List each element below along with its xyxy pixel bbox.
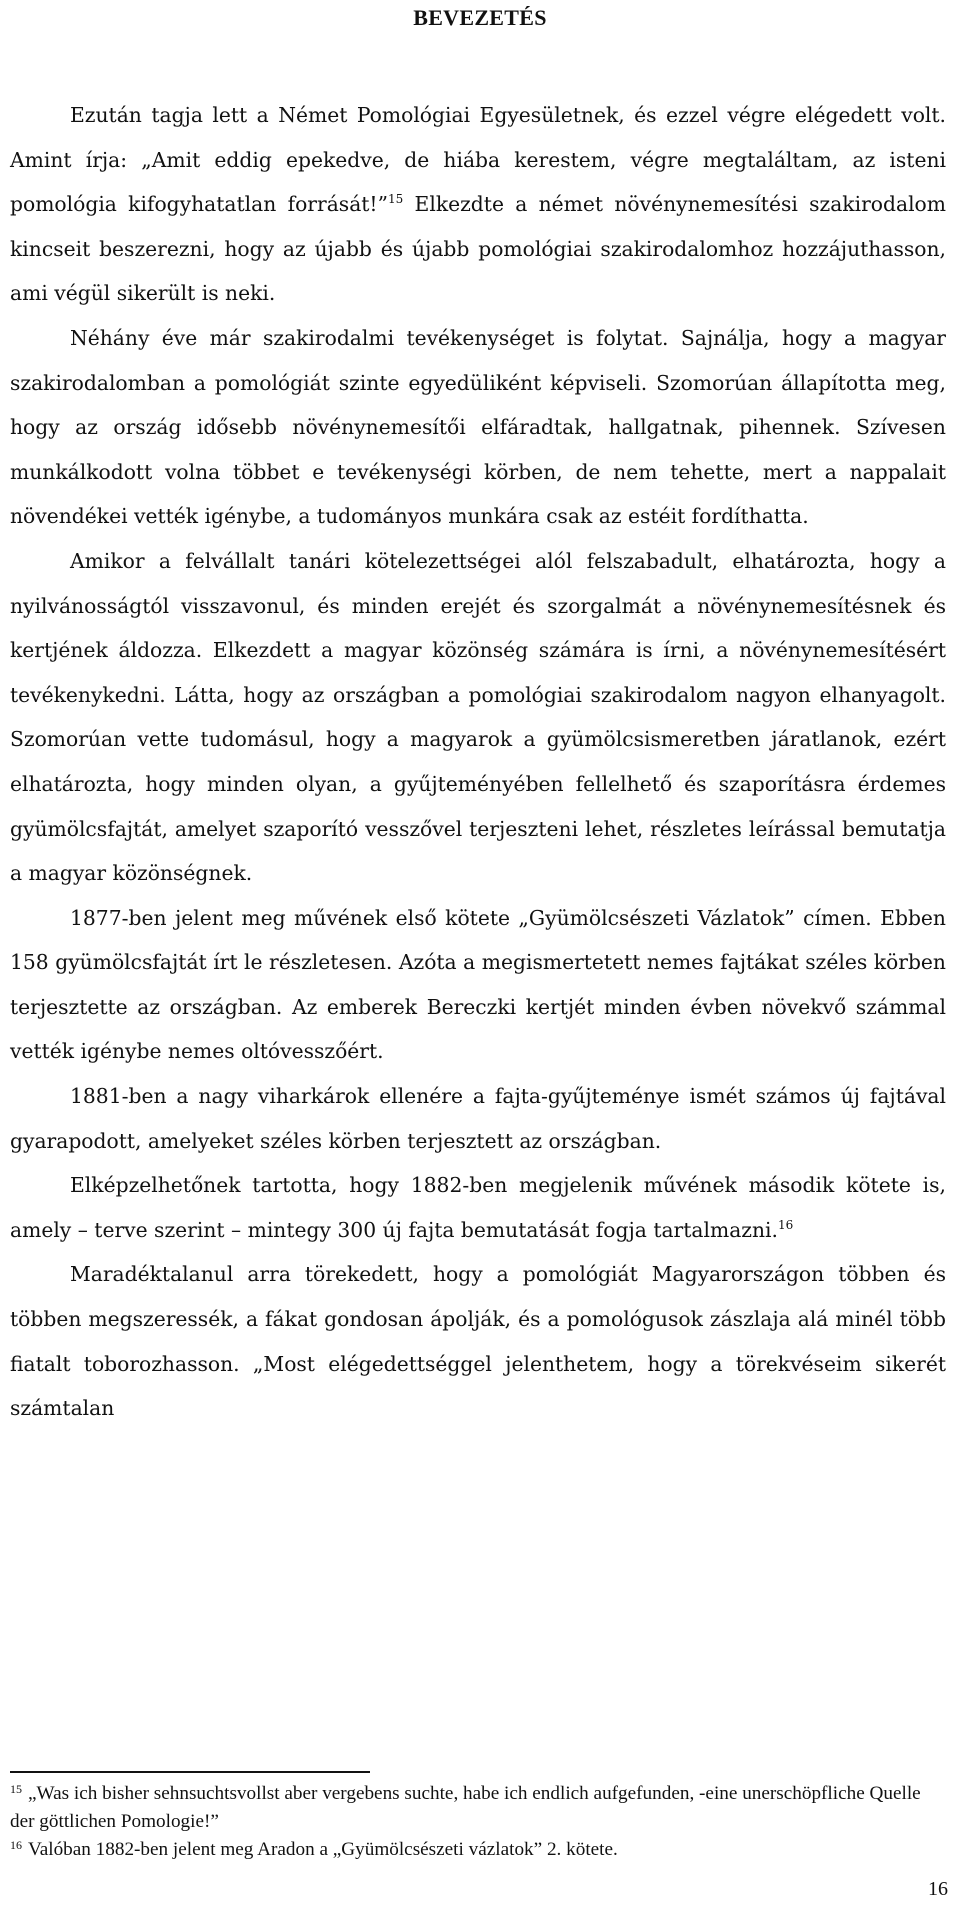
- footnote-15-text: „Was ich bisher sehnsuchtsvollst aber vergebens suchte, habe ich endlich aufgefunden, -eine unerschöpfliche Quelle der göttlichen Pomologie!”: [10, 1783, 921, 1832]
- paragraph-3: Amikor a felvállalt tanári kötelezettségei alól felszabadult, elhatározta, hogy a nyilvánosságtól visszavonul, és minden erejét és szorgalmát a növénynemesítésnek és kertjének áldozza. Elkezdett a magyar közönség számára is írni, a növénynemesítésért tevékenykedni. Látta, hogy az országban a pomológiai szakirodalom nagyon elhanyagolt. Szomorúan vette tudomásul, hogy a magyarok a gyümölcsismeretben járatlanok, ezért elhatározta, hogy minden olyan, a gyűjteményében fellelhető és szaporításra érdemes gyümölcsfajtát, amelyet szaporító vesszővel terjeszteni lehet, részletes leírással bemutatja a magyar közönségnek.: [10, 548, 946, 886]
- paragraph-2: Néhány éve már szakirodalmi tevékenységet is folytat. Sajnálja, hogy a magyar szakirodalomban a pomológiát szinte egyedüliként képviseli. Szomorúan állapította meg, hogy az ország idősebb növénynemesítői elfáradtak, hallgatnak, pihennek. Szívesen munkálkodott volna többet e tevékenységi körben, de nem tehette, mert a nappalait növendékei vették igénybe, a tudományos munkára csak az estéit fordíthatta.: [10, 325, 946, 529]
- paragraph-1-text-before: Ezután tagja lett a Német Pomológiai Egyesületnek, és ezzel végre elégedett volt. Amint írja: „Amit eddig epekedve, de hiába kerestem, végre megtaláltam, az isteni pomológia kifogyhatatlan forrását!”: [10, 103, 946, 217]
- paragraph-5: 1881-ben a nagy viharkárok ellenére a fajta-gyűjteménye ismét számos új fajtával gyarapodott, amelyeket széles körben terjesztett az országban.: [10, 1084, 946, 1153]
- footnote-divider: [10, 1771, 370, 1773]
- paragraph-1: [10, 93, 946, 316]
- paragraph-4: 1877-ben jelent meg művének első kötete „Gyümölcsészeti Vázlatok” címen. Ebben 158 gyümölcsfajtát írt le részletesen. Azóta a megismertetett nemes fajtákat széles körben terjesztette az országban. Az emberek Bereczki kertjét minden évben növekvő számmal vették igénybe nemes oltóvesszőért.: [10, 905, 946, 1064]
- paragraph-7: Maradéktalanul arra törekedett, hogy a pomológiát Magyarországon többen és többen megszeressék, a fákat gondosan ápolják, és a pomológusok zászlaja alá minél több fiatalt toborozhasson. „Most elégedettséggel jelenthetem, hogy a törekvéseim sikerét számtalan: [10, 1262, 946, 1421]
- footnote-16-text: Valóban 1882-ben jelent meg Aradon a „Gyümölcsészeti vázlatok” 2. kötete.: [28, 1839, 618, 1860]
- footnote-15: [10, 1780, 946, 1836]
- footnote-ref-16: 16: [777, 1217, 794, 1232]
- paragraph-1-text-after: Elkezdte a német növénynemesítési szakirodalom kincseit beszerezni, hogy az újabb és újabb pomológiai szakirodalomhoz hozzájuthasson, ami végül sikerült is neki.: [10, 192, 946, 306]
- footnote-16: [10, 1836, 946, 1864]
- page-header: BEVEZETÉS: [413, 5, 547, 30]
- footnote-ref-15: 15: [387, 192, 404, 207]
- footnote-15-number: 15: [10, 1782, 22, 1796]
- footnote-16-number: 16: [10, 1838, 22, 1852]
- page-number: 16: [928, 1878, 948, 1900]
- paragraph-6-text-before: Elképzelhetőnek tartotta, hogy 1882-ben megjelenik művének második kötete is, amely – terve szerint – mintegy 300 új fajta bemutatását fogja tartalmazni.: [10, 1173, 946, 1242]
- paragraph-6: [10, 1163, 946, 1252]
- footnotes: [10, 1780, 946, 1864]
- body-text: [10, 93, 946, 1431]
